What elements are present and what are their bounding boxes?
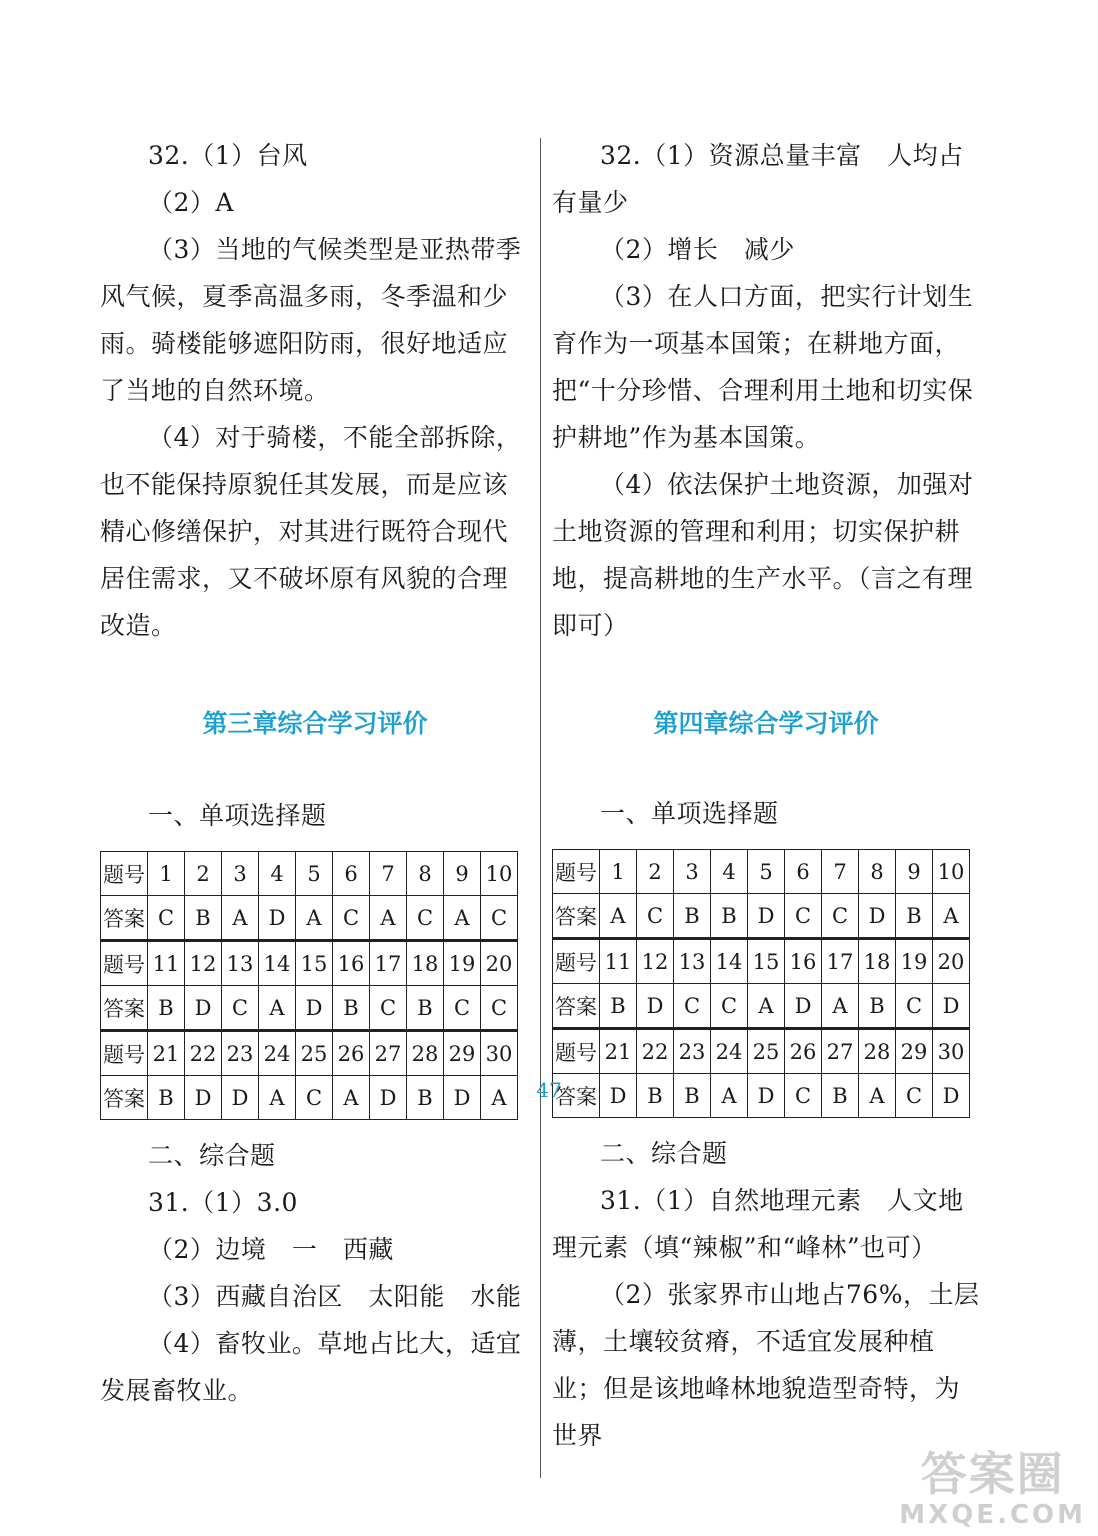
table-cell: 20	[933, 939, 970, 984]
left-q31-part2: （2）边境 一 西藏	[148, 1235, 394, 1264]
watermark-line2: MXQE.COM	[899, 1500, 1086, 1530]
left-q31-part3: （3）西藏自治区 太阳能 水能	[148, 1282, 522, 1311]
table-cell: B	[148, 1076, 185, 1120]
table-cell: A	[444, 896, 481, 941]
row-header: 答案	[553, 1074, 600, 1118]
table-cell: 23	[674, 1029, 711, 1074]
table-cell: 12	[637, 939, 674, 984]
table-cell: B	[674, 894, 711, 939]
right-q32-part4: （4）依法保护土地资源，加强对土地资源的管理和利用；切实保护耕地，提高耕地的生产水平。（言之有理即可）	[552, 470, 974, 640]
table-cell: 4	[259, 852, 296, 896]
table-cell: D	[785, 984, 822, 1029]
table-cell: B	[637, 1074, 674, 1118]
table-cell: C	[674, 984, 711, 1029]
table-cell: 18	[407, 941, 444, 986]
table-cell: D	[222, 1076, 259, 1120]
table-cell: 8	[859, 850, 896, 894]
table-cell: 26	[333, 1031, 370, 1076]
table-cell: 27	[370, 1031, 407, 1076]
table-cell: 5	[296, 852, 333, 896]
table-cell: 5	[748, 850, 785, 894]
right-q32-part3: （3）在人口方面，把实行计划生育作为一项基本国策；在耕地方面，把“十分珍惜、合理利用土地和切实保护耕地”作为基本国策。	[552, 282, 974, 452]
table-cell: D	[296, 986, 333, 1031]
table-cell: C	[896, 984, 933, 1029]
table-cell: 29	[896, 1029, 933, 1074]
left-q32-part1: 32.（1）台风	[148, 141, 308, 170]
table-cell: 11	[148, 941, 185, 986]
table-cell: 20	[481, 941, 518, 986]
table-row	[101, 852, 518, 896]
table-row	[101, 896, 518, 941]
table-cell: D	[933, 1074, 970, 1118]
table-cell: A	[222, 896, 259, 941]
row-header: 题号	[553, 1029, 600, 1074]
table-cell: B	[822, 1074, 859, 1118]
table-row	[553, 1029, 970, 1074]
right-q32-part2: （2）增长 减少	[600, 235, 795, 264]
table-cell: A	[296, 896, 333, 941]
table-cell: B	[185, 896, 222, 941]
right-q31-part2: （2）张家界市山地占76%，土层薄，土壤较贫瘠，不适宜发展种植业；但是该地峰林地貌造型奇特，为世界	[552, 1280, 980, 1450]
left-q32-part3: （3）当地的气候类型是亚热带季风气候，夏季高温多雨，冬季温和少雨。骑楼能够遮阳防雨，很好地适应了当地的自然环境。	[100, 235, 522, 405]
table-cell: D	[185, 1076, 222, 1120]
row-header: 答案	[553, 984, 600, 1029]
row-header: 题号	[101, 1031, 148, 1076]
table-cell: C	[481, 986, 518, 1031]
table-cell: 28	[407, 1031, 444, 1076]
left-q31-part4: （4）畜牧业。草地占比大，适宜发展畜牧业。	[100, 1329, 522, 1405]
left-q32-part2: （2）A	[148, 188, 234, 217]
table-cell: 4	[711, 850, 748, 894]
table-cell: A	[859, 1074, 896, 1118]
table-cell: 24	[259, 1031, 296, 1076]
right-section-comprehensive: 二、综合题	[600, 1139, 728, 1168]
table-cell: 2	[185, 852, 222, 896]
table-cell: 15	[296, 941, 333, 986]
row-header: 答案	[101, 986, 148, 1031]
table-cell: A	[822, 984, 859, 1029]
table-cell: 12	[185, 941, 222, 986]
table-cell: 13	[674, 939, 711, 984]
table-cell: 7	[822, 850, 859, 894]
table-cell: D	[748, 1074, 785, 1118]
right-q31-part1: 31.（1）自然地理元素 人文地理元素（填“辣椒”和“峰林”也可）	[552, 1186, 964, 1262]
table-cell: 19	[896, 939, 933, 984]
row-header: 题号	[553, 939, 600, 984]
table-cell: 6	[785, 850, 822, 894]
table-cell: 10	[933, 850, 970, 894]
table-cell: A	[259, 1076, 296, 1120]
table-cell: 3	[222, 852, 259, 896]
table-cell: B	[333, 986, 370, 1031]
table-row	[101, 1031, 518, 1076]
table-cell: C	[296, 1076, 333, 1120]
table-cell: D	[748, 894, 785, 939]
table-cell: B	[711, 894, 748, 939]
table-cell: 10	[481, 852, 518, 896]
table-cell: 11	[600, 939, 637, 984]
watermark-logo	[899, 1448, 1086, 1530]
table-cell: D	[444, 1076, 481, 1120]
table-cell: 17	[370, 941, 407, 986]
left-q31-part1: 31.（1）3.0	[148, 1188, 298, 1217]
table-cell: B	[148, 986, 185, 1031]
table-cell: B	[859, 984, 896, 1029]
row-header: 题号	[101, 941, 148, 986]
table-cell: 2	[637, 850, 674, 894]
table-cell: 7	[370, 852, 407, 896]
table-row	[553, 894, 970, 939]
table-cell: 24	[711, 1029, 748, 1074]
table-cell: 30	[481, 1031, 518, 1076]
table-cell: B	[896, 894, 933, 939]
table-cell: D	[637, 984, 674, 1029]
table-cell: D	[185, 986, 222, 1031]
left-section-choice: 一、单项选择题	[148, 801, 327, 830]
table-cell: C	[407, 896, 444, 941]
table-cell: C	[148, 896, 185, 941]
table-cell: B	[674, 1074, 711, 1118]
table-cell: C	[222, 986, 259, 1031]
table-cell: 28	[859, 1029, 896, 1074]
table-cell: 1	[600, 850, 637, 894]
chapter4-title: 第四章综合学习评价	[653, 709, 879, 738]
table-cell: 23	[222, 1031, 259, 1076]
table-cell: C	[333, 896, 370, 941]
chapter3-title: 第三章综合学习评价	[202, 709, 428, 738]
table-cell: D	[933, 984, 970, 1029]
table-cell: C	[711, 984, 748, 1029]
row-header: 题号	[553, 850, 600, 894]
table-cell: C	[444, 986, 481, 1031]
table-cell: 3	[674, 850, 711, 894]
table-cell: 1	[148, 852, 185, 896]
table-cell: A	[370, 896, 407, 941]
table-cell: 27	[822, 1029, 859, 1074]
table-cell: 8	[407, 852, 444, 896]
table-cell: 21	[600, 1029, 637, 1074]
row-header: 答案	[101, 896, 148, 941]
row-header: 题号	[101, 852, 148, 896]
table-cell: 9	[896, 850, 933, 894]
table-cell: B	[407, 1076, 444, 1120]
table-cell: C	[370, 986, 407, 1031]
column-divider	[540, 138, 541, 1478]
table-cell: B	[600, 984, 637, 1029]
table-cell: C	[822, 894, 859, 939]
table-cell: D	[259, 896, 296, 941]
table-cell: A	[333, 1076, 370, 1120]
table-cell: A	[481, 1076, 518, 1120]
table-cell: 13	[222, 941, 259, 986]
table-cell: 6	[333, 852, 370, 896]
table-cell: C	[785, 1074, 822, 1118]
left-q32-part4: （4）对于骑楼，不能全部拆除，也不能保持原貌任其发展，而是应该精心修缮保护，对其进行既符合现代居住需求，又不破坏原有风貌的合理改造。	[100, 423, 522, 640]
table-cell: A	[933, 894, 970, 939]
table-cell: D	[859, 894, 896, 939]
table-cell: 14	[711, 939, 748, 984]
table-cell: 17	[822, 939, 859, 984]
table-row	[553, 850, 970, 894]
table-row	[101, 941, 518, 986]
table-cell: D	[600, 1074, 637, 1118]
table-cell: 30	[933, 1029, 970, 1074]
table-cell: C	[896, 1074, 933, 1118]
table-row	[101, 986, 518, 1031]
table-cell: 21	[148, 1031, 185, 1076]
table-cell: 19	[444, 941, 481, 986]
table-cell: A	[600, 894, 637, 939]
table-cell: 14	[259, 941, 296, 986]
table-cell: 18	[859, 939, 896, 984]
row-header: 答案	[553, 894, 600, 939]
row-header: 答案	[101, 1076, 148, 1120]
table-cell: 22	[185, 1031, 222, 1076]
table-row	[553, 939, 970, 984]
table-row	[553, 984, 970, 1029]
table-cell: C	[481, 896, 518, 941]
left-section-comprehensive: 二、综合题	[148, 1141, 276, 1170]
table-cell: C	[637, 894, 674, 939]
table-cell: 25	[296, 1031, 333, 1076]
table-cell: B	[407, 986, 444, 1031]
right-q32-part1: 32.（1）资源总量丰富 人均占有量少	[552, 141, 964, 217]
table-cell: A	[711, 1074, 748, 1118]
table-cell: 29	[444, 1031, 481, 1076]
table-cell: 26	[785, 1029, 822, 1074]
right-section-choice: 一、单项选择题	[600, 799, 779, 828]
table-cell: A	[748, 984, 785, 1029]
table-cell: 22	[637, 1029, 674, 1074]
table-cell: 25	[748, 1029, 785, 1074]
table-cell: 16	[785, 939, 822, 984]
table-cell: C	[785, 894, 822, 939]
table-cell: 16	[333, 941, 370, 986]
table-cell: 15	[748, 939, 785, 984]
table-cell: D	[370, 1076, 407, 1120]
watermark-line1: 答案圈	[920, 1447, 1065, 1501]
table-cell: A	[259, 986, 296, 1031]
table-cell: 9	[444, 852, 481, 896]
page-number: 47	[536, 1078, 562, 1102]
